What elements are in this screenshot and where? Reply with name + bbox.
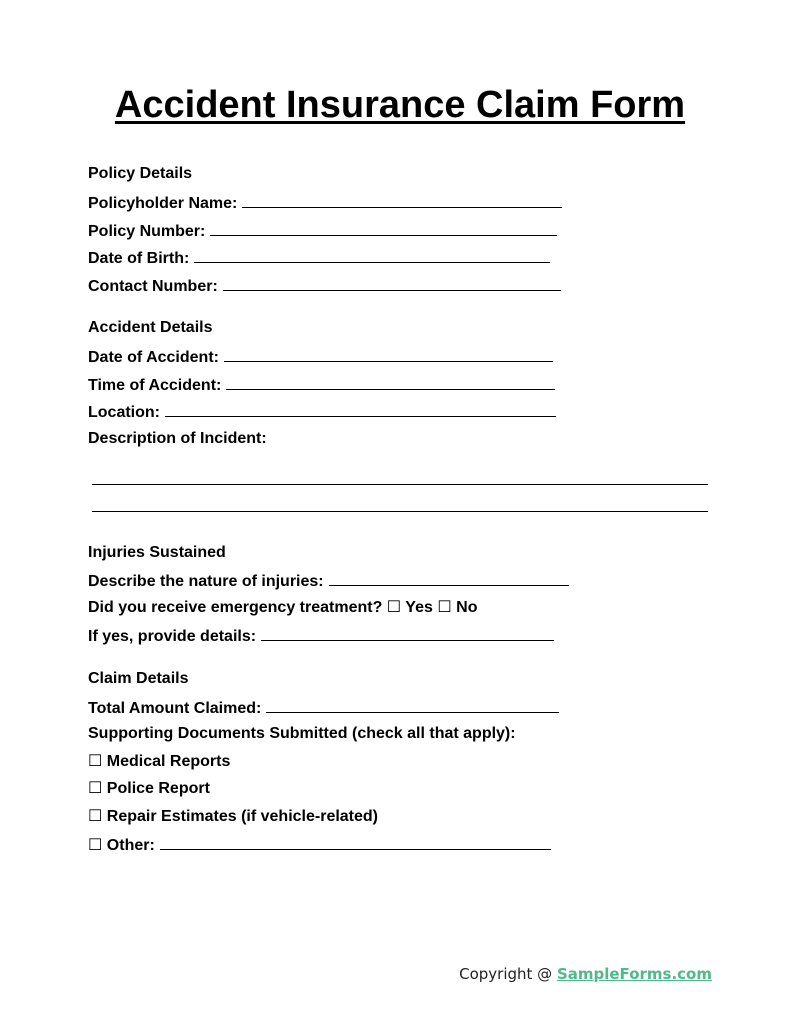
description-line-2[interactable] (92, 511, 708, 512)
no-label: No (456, 599, 478, 616)
yes-label: Yes (405, 599, 433, 616)
total-amount-field[interactable] (266, 697, 559, 713)
emergency-treatment-row (88, 598, 477, 618)
policyholder-name-field[interactable] (242, 192, 562, 208)
policyholder-name-label: Policyholder Name: (88, 195, 238, 212)
location-field[interactable] (165, 401, 556, 417)
location-label: Location: (88, 404, 160, 421)
repair-estimates-row (88, 807, 378, 827)
total-amount-label: Total Amount Claimed: (88, 700, 262, 717)
treatment-details-field[interactable] (261, 625, 554, 641)
treatment-details-row (88, 625, 554, 647)
medical-reports-checkbox[interactable]: ☐ (88, 753, 103, 770)
time-of-accident-row (88, 374, 555, 396)
description-label: Description of Incident: (88, 430, 267, 447)
other-field[interactable] (160, 834, 551, 850)
policyholder-name-row (88, 192, 562, 214)
police-report-row (88, 779, 210, 799)
police-report-label: Police Report (106, 780, 210, 797)
nature-of-injuries-row (88, 570, 569, 592)
location-row (88, 401, 556, 423)
copyright-text: Copyright @ (459, 965, 557, 983)
repair-estimates-checkbox[interactable]: ☐ (88, 808, 103, 825)
date-of-birth-label: Date of Birth: (88, 250, 190, 267)
emergency-treatment-label: Did you receive emergency treatment? (88, 599, 383, 616)
accident-details-heading: Accident Details (88, 319, 213, 336)
treatment-details-label: If yes, provide details: (88, 628, 257, 645)
policy-number-label: Policy Number: (88, 223, 206, 240)
nature-of-injuries-label: Describe the nature of injuries: (88, 573, 324, 590)
other-label: Other: (106, 837, 155, 854)
policy-number-field[interactable] (210, 220, 557, 236)
sampleforms-link[interactable]: SampleForms.com (556, 965, 712, 983)
contact-number-field[interactable] (223, 275, 561, 291)
injuries-heading: Injuries Sustained (88, 544, 226, 561)
repair-estimates-label: Repair Estimates (if vehicle-related) (106, 808, 379, 825)
supporting-docs-label: Supporting Documents Submitted (check all that apply): (88, 725, 516, 742)
date-of-birth-row (88, 247, 550, 269)
date-of-birth-field[interactable] (194, 247, 550, 263)
date-of-accident-label: Date of Accident: (88, 349, 219, 366)
contact-number-row (88, 275, 561, 297)
medical-reports-label: Medical Reports (106, 753, 231, 770)
footer-copyright (459, 965, 712, 983)
date-of-accident-field[interactable] (224, 346, 553, 362)
date-of-accident-row (88, 346, 553, 368)
nature-of-injuries-field[interactable] (329, 570, 569, 586)
form-title: Accident Insurance Claim Form (114, 84, 686, 126)
police-report-checkbox[interactable]: ☐ (88, 780, 103, 797)
other-row (88, 834, 551, 856)
total-amount-row (88, 697, 559, 719)
medical-reports-row (88, 752, 230, 772)
policy-number-row (88, 220, 557, 242)
time-of-accident-field[interactable] (226, 374, 555, 390)
description-line-1[interactable] (92, 484, 708, 485)
no-checkbox[interactable]: ☐ (437, 599, 452, 616)
other-checkbox[interactable]: ☐ (88, 837, 103, 854)
policy-details-heading: Policy Details (88, 165, 193, 182)
claim-details-heading: Claim Details (88, 670, 189, 687)
yes-checkbox[interactable]: ☐ (386, 599, 402, 616)
contact-number-label: Contact Number: (88, 278, 218, 295)
time-of-accident-label: Time of Accident: (88, 377, 222, 394)
